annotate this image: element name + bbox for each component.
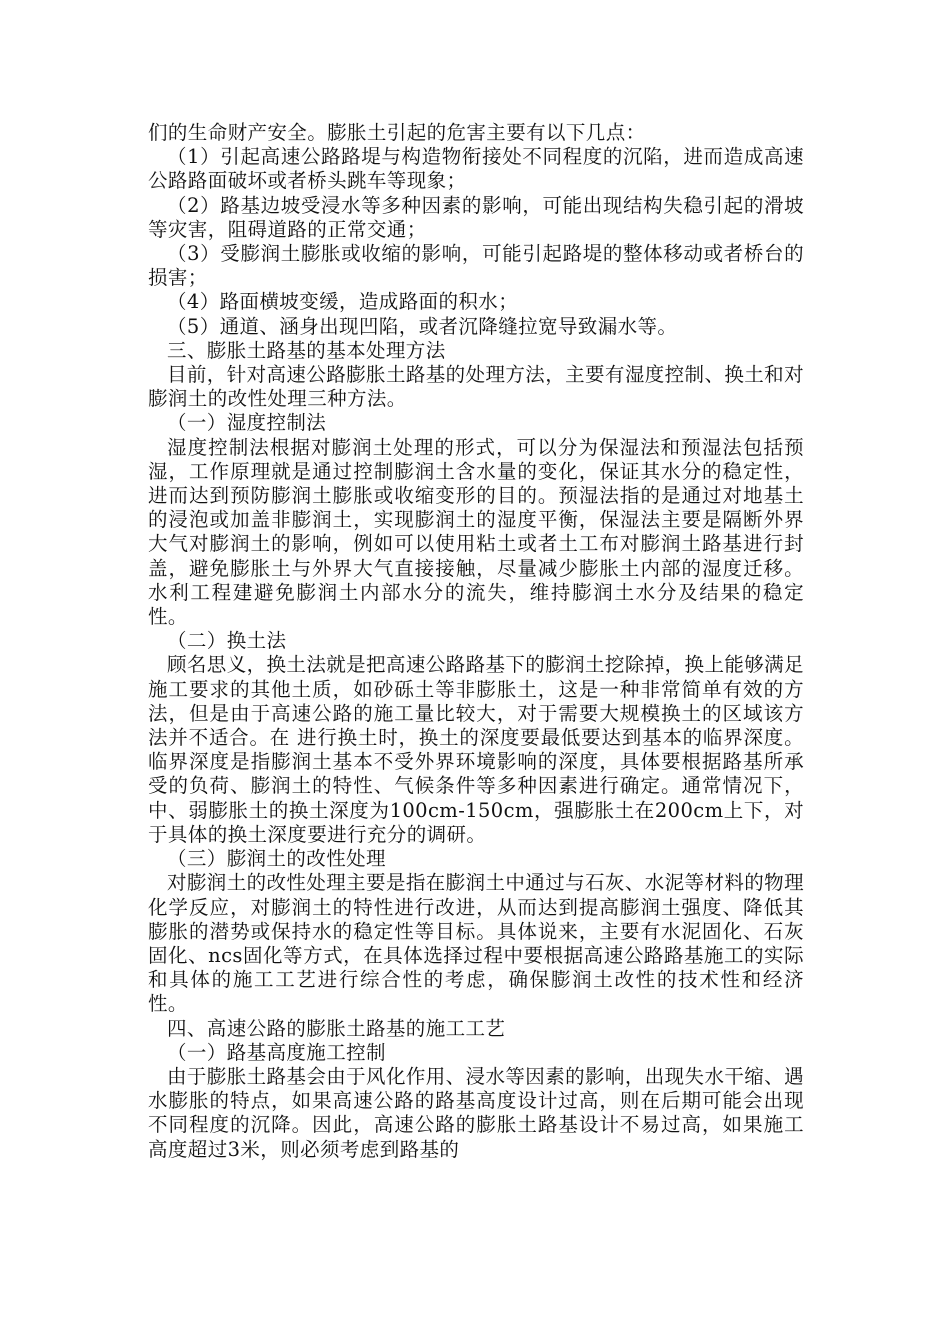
paragraph: 对膨润土的改性处理主要是指在膨润土中通过与石灰、水泥等材料的物理化学反应，对膨润土的特性进行改进，从而达到提高膨润土强度、降低其膨胀的潜势或保持水的稳定性等目标。具体说来，主要有水泥固化、石灰固化、ncs固化等方式，在具体选择过程中要根据高速公路路基施工的实际和具体的施工工艺进行综合性的考虑，确保膨润土改性的技术性和经济性。	[148, 871, 804, 1016]
paragraph: 顾名思义，换土法就是把高速公路路基下的膨润土挖除掉，换上能够满足施工要求的其他土质，如砂砾土等非膨胀土，这是一种非常简单有效的方法，但是由于高速公路的施工量比较大，对于需要大规模换土的区域该方法并不适合。在 进行换土时，换土的深度要最低要达到基本的临界深度。临界深度是指膨润土基本不受外界环境影响的深度，具体要根据路基所承受的负荷、膨润土的特性、气候条件等多种因素进行确定。通常情况下，中、弱膨胀土的换土深度为100cm-150cm，强膨胀土在200cm上下，对于具体的换土深度要进行充分的调研。	[148, 653, 804, 846]
subsection-heading: （二）换土法	[167, 629, 287, 653]
paragraph: 目前，针对高速公路膨胀土路基的处理方法，主要有湿度控制、换土和对膨润土的改性处理三种方法。	[148, 363, 804, 411]
subsection-heading: （一）湿度控制法	[167, 411, 327, 435]
document-body	[148, 121, 804, 1162]
list-item: （2）路基边坡受浸水等多种因素的影响，可能出现结构失稳引起的滑坡等灾害，阻碍道路的正常交通；	[148, 193, 804, 241]
section-heading: 四、高速公路的膨胀土路基的施工工艺	[167, 1016, 506, 1040]
subsection-heading: （一）路基高度施工控制	[167, 1040, 386, 1064]
paragraph: 由于膨胀土路基会由于风化作用、浸水等因素的影响，出现失水干缩、遇水膨胀的特点，如果高速公路的路基高度设计过高，则在后期可能会出现不同程度的沉降。因此，高速公路的膨胀土路基设计不易过高，如果施工高度超过3米，则必须考虑到路基的	[148, 1064, 804, 1161]
subsection-heading: （三）膨润土的改性处理	[167, 847, 386, 871]
paragraph: 们的生命财产安全。膨胀土引起的危害主要有以下几点：	[148, 121, 646, 144]
section-heading: 三、膨胀土路基的基本处理方法	[167, 338, 446, 362]
list-item: （3）受膨润土膨胀或收缩的影响，可能引起路堤的整体移动或者桥台的损害；	[148, 242, 804, 290]
list-item: （5）通道、涵身出现凹陷，或者沉降缝拉宽导致漏水等。	[167, 314, 678, 338]
paragraph: 湿度控制法根据对膨润土处理的形式，可以分为保湿法和预湿法包括预湿，工作原理就是通过控制膨润土含水量的变化，保证其水分的稳定性，进而达到预防膨润土膨胀或收缩变形的目的。预湿法指的是通过对地基土的浸泡或加盖非膨润土，实现膨润土的湿度平衡，保湿法主要是隔断外界大气对膨润土的影响，例如可以使用粘土或者土工布对膨润土路基进行封盖，避免膨胀土与外界大气直接接触，尽量减少膨胀土内部的湿度迁移。水利工程建避免膨润土内部水分的流失，维持膨润土水分及结果的稳定性。	[148, 435, 804, 629]
list-item: （4）路面横坡变缓，造成路面的积水；	[167, 290, 519, 314]
list-item: （1）引起高速公路路堤与构造物衔接处不同程度的沉陷，进而造成高速公路路面破坏或者桥头跳车等现象；	[148, 145, 804, 193]
